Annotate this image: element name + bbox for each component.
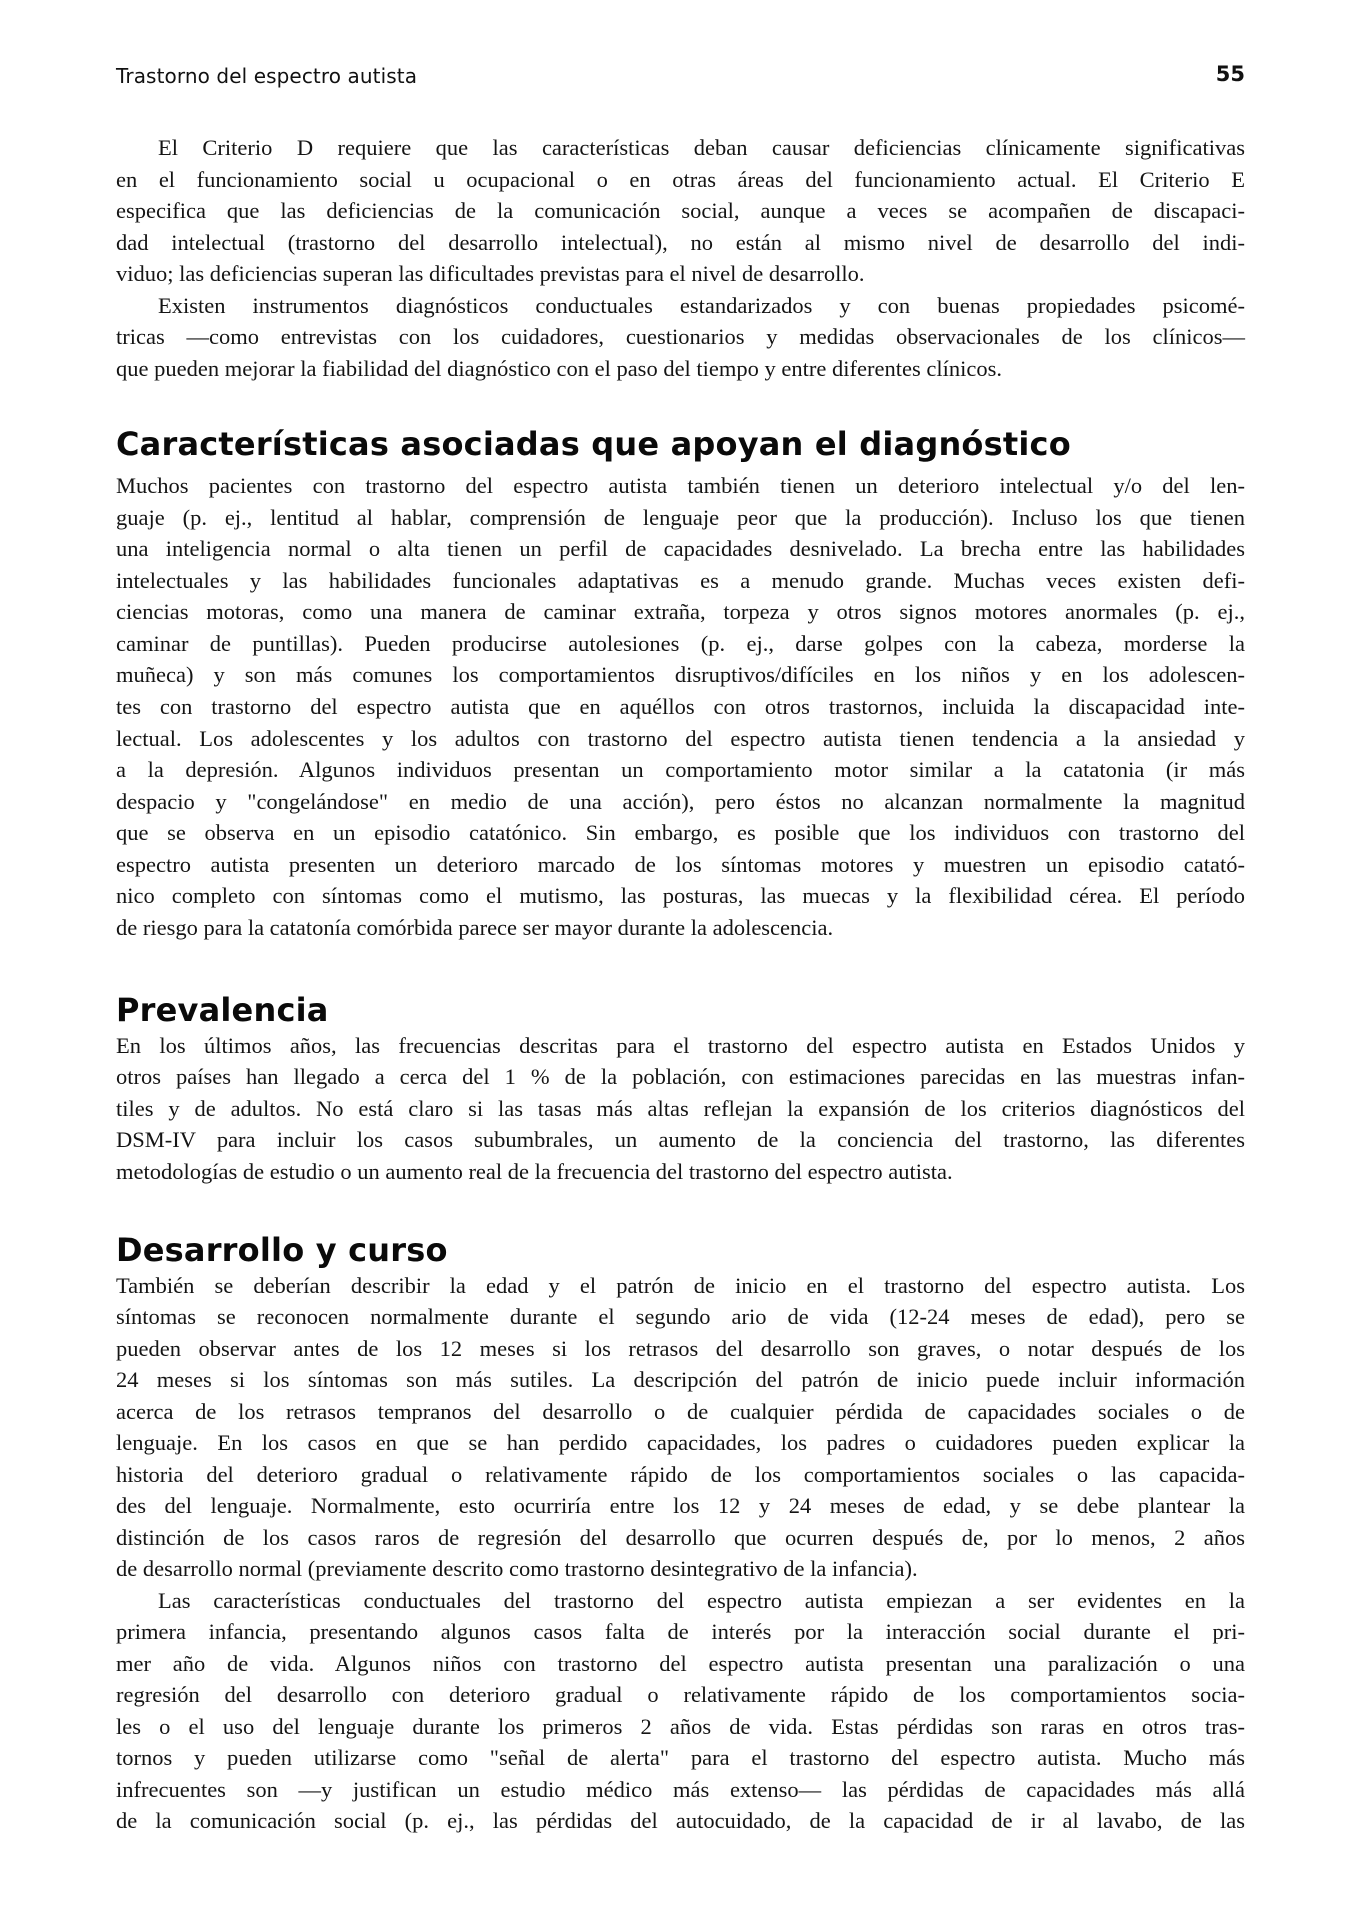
paragraph-line: También se deberían describir la edad y el patrón de inicio en el trastorno del espectro autista. Los: [116, 1273, 1245, 1298]
paragraph-line: ciencias motoras, como una manera de caminar extraña, torpeza y otros signos motores anormales (p. ej.,: [116, 599, 1245, 624]
paragraph-line: distinción de los casos raros de regresión del desarrollo que ocurren después de, por lo menos, 2 años: [116, 1525, 1245, 1550]
paragraph-line: de riesgo para la catatonía comórbida parece ser mayor durante la adolescencia.: [116, 915, 834, 940]
running-head-title: Trastorno del espectro autista: [116, 64, 418, 88]
paragraph-line: otros países han llegado a cerca del 1 % de la población, con estimaciones parecidas en las muestras infan-: [116, 1064, 1245, 1089]
section-heading: Desarrollo y curso: [116, 1231, 448, 1269]
paragraph-line: Las características conductuales del trastorno del espectro autista empiezan a ser evidentes en la: [158, 1588, 1245, 1613]
paragraph-line: tricas —como entrevistas con los cuidadores, cuestionarios y medidas observacionales de los clínicos—: [116, 324, 1245, 349]
paragraph-line: que se observa en un episodio catatónico. Sin embargo, es posible que los individuos con trastorno del: [116, 820, 1245, 845]
paragraph-line: a la depresión. Algunos individuos presentan un comportamiento motor similar a la catatonia (ir más: [116, 757, 1245, 782]
paragraph-line: tes con trastorno del espectro autista que en aquéllos con otros trastornos, incluida la discapacidad inte-: [116, 694, 1245, 719]
paragraph-line: una inteligencia normal o alta tienen un perfil de capacidades desnivelado. La brecha entre las habilidades: [116, 536, 1245, 561]
paragraph-line: En los últimos años, las frecuencias descritas para el trastorno del espectro autista en Estados Unidos y: [116, 1033, 1245, 1058]
paragraph-line: especifica que las deficiencias de la comunicación social, aunque a veces se acompañen de discapaci-: [116, 198, 1245, 223]
paragraph-line: 24 meses si los síntomas son más sutiles. La descripción del patrón de inicio puede incluir información: [116, 1367, 1245, 1392]
running-header: [116, 62, 1245, 92]
page-number: 55: [1215, 62, 1245, 86]
paragraph-line: caminar de puntillas). Pueden producirse autolesiones (p. ej., darse golpes con la cabeza, morderse la: [116, 631, 1245, 656]
paragraph-line: síntomas se reconocen normalmente durante el segundo ario de vida (12-24 meses de edad), pero se: [116, 1304, 1245, 1329]
paragraph-line: pueden observar antes de los 12 meses si los retrasos del desarrollo son graves, o notar después de los: [116, 1336, 1245, 1361]
paragraph-line: viduo; las deficiencias superan las dificultades previstas para el nivel de desarrollo.: [116, 261, 865, 286]
paragraph-line: historia del deterioro gradual o relativamente rápido de los comportamientos sociales o las capacida-: [116, 1462, 1245, 1487]
paragraph-line: Muchos pacientes con trastorno del espectro autista también tienen un deterioro intelectual y/o del len-: [116, 473, 1245, 498]
paragraph-line: de la comunicación social (p. ej., las pérdidas del autocuidado, de la capacidad de ir al lavabo, de las: [116, 1808, 1245, 1833]
paragraph-line: muñeca) y son más comunes los comportamientos disruptivos/difíciles en los niños y en los adolescen-: [116, 662, 1245, 687]
paragraph-line: acerca de los retrasos tempranos del desarrollo o de cualquier pérdida de capacidades sociales o de: [116, 1399, 1245, 1424]
paragraph-line: les o el uso del lenguaje durante los primeros 2 años de vida. Estas pérdidas son raras en otros tras-: [116, 1714, 1245, 1739]
paragraph-line: metodologías de estudio o un aumento real de la frecuencia del trastorno del espectro autista.: [116, 1159, 953, 1184]
paragraph-line: mer año de vida. Algunos niños con trastorno del espectro autista presentan una paralización o una: [116, 1651, 1245, 1676]
section-heading: Prevalencia: [116, 991, 329, 1029]
paragraph-line: guaje (p. ej., lentitud al hablar, comprensión de lenguaje peor que la producción). Incluso los que tienen: [116, 505, 1245, 530]
paragraph-line: primera infancia, presentando algunos casos falta de interés por la interacción social durante el pri-: [116, 1619, 1245, 1644]
paragraph-line: dad intelectual (trastorno del desarrollo intelectual), no están al mismo nivel de desarrollo del indi-: [116, 230, 1245, 255]
paragraph-line: que pueden mejorar la fiabilidad del diagnóstico con el paso del tiempo y entre diferentes clínicos.: [116, 356, 1002, 381]
paragraph-line: des del lenguaje. Normalmente, esto ocurriría entre los 12 y 24 meses de edad, y se debe plantear la: [116, 1493, 1245, 1518]
paragraph-line: El Criterio D requiere que las características deban causar deficiencias clínicamente significativas: [158, 135, 1245, 160]
paragraph-line: tiles y de adultos. No está claro si las tasas más altas reflejan la expansión de los criterios diagnósticos del: [116, 1096, 1245, 1121]
paragraph-line: tornos y pueden utilizarse como "señal de alerta" para el trastorno del espectro autista. Mucho más: [116, 1745, 1245, 1770]
paragraph-line: espectro autista presenten un deterioro marcado de los síntomas motores y muestren un episodio catató-: [116, 852, 1245, 877]
paragraph-line: en el funcionamiento social u ocupacional o en otras áreas del funcionamiento actual. El Criterio E: [116, 167, 1245, 192]
paragraph-line: infrecuentes son —y justifican un estudio médico más extenso— las pérdidas de capacidades más allá: [116, 1777, 1245, 1802]
paragraph-line: de desarrollo normal (previamente descrito como trastorno desintegrativo de la infancia).: [116, 1556, 918, 1581]
section-heading: Características asociadas que apoyan el diagnóstico: [116, 425, 1071, 463]
paragraph-line: despacio y "congelándose" en medio de una acción), pero éstos no alcanzan normalmente la magnitud: [116, 789, 1245, 814]
paragraph-line: lenguaje. En los casos en que se han perdido capacidades, los padres o cuidadores pueden explicar la: [116, 1430, 1245, 1455]
paragraph-line: intelectuales y las habilidades funcionales adaptativas es a menudo grande. Muchas veces existen defi-: [116, 568, 1245, 593]
paragraph-line: nico completo con síntomas como el mutismo, las posturas, las muecas y la flexibilidad cérea. El período: [116, 883, 1245, 908]
paragraph-line: Existen instrumentos diagnósticos conductuales estandarizados y con buenas propiedades psicomé-: [158, 293, 1245, 318]
paragraph-line: lectual. Los adolescentes y los adultos con trastorno del espectro autista tienen tendencia a la ansiedad y: [116, 726, 1245, 751]
paragraph-line: DSM-IV para incluir los casos subumbrales, un aumento de la conciencia del trastorno, las diferentes: [116, 1127, 1245, 1152]
paragraph-line: regresión del desarrollo con deterioro gradual o relativamente rápido de los comportamientos socia-: [116, 1682, 1245, 1707]
